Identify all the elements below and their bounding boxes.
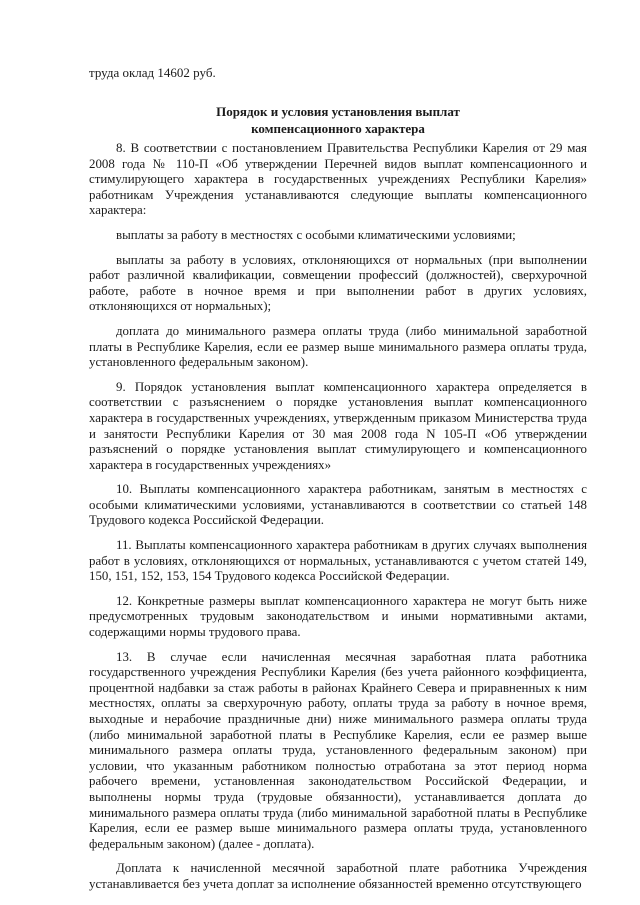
paragraph-list-item-minimum-wage: доплата до минимального размера оплаты труда (либо минимальной заработной платы в Республике Карелия, если ее размер выше минимального размера оплаты труда, установленного федеральным законом). [89, 323, 587, 370]
section-heading-line-1: Порядок и условия установления выплат [216, 104, 460, 119]
paragraph-9: 9. Порядок установления выплат компенсационного характера определяется в соответствии с разъяснением о порядке установления выплат компенсационного характера в государственных учреждениях, утвержденным приказом Министерства труда и занятости Республики Карелия от 30 мая 2008 года N 105-П «Об утверждении разъяснений о порядке установления выплат стимулирующего и компенсационного характера в государственных учреждениях» [89, 379, 587, 472]
paragraph-13: 13. В случае если начисленная месячная заработная плата работника государственного учреждения Республики Карелия (без учета районного коэффициента, процентной надбавки за стаж работы в районах Крайнего Севера и приравненных к ним местностях, оплаты за сверхурочную работу, оплаты труда за работу в ночное время, выходные и нерабочие праздничные дни) ниже минимального размера оплаты труда (либо минимальной заработной платы в Республике Карелия, если ее размер выше минимального размера оплаты труда, установленного федеральным законом) при условии, что указанным работником полностью отработана за этот период норма рабочего времени, установленная законодательством Российской Федерации, и выполнены нормы труда (трудовые обязанности), устанавливается доплата до минимального размера оплаты труда (либо минимальной заработной платы в Республике Карелия, если ее размер выше минимального размера оплаты труда, установленного федеральным законом) (далее - доплата). [89, 649, 587, 851]
paragraph-11: 11. Выплаты компенсационного характера работникам в других случаях выполнения работ в условиях, отклоняющихся от нормальных, устанавливаются с учетом статей 149, 150, 151, 152, 153, 154 Трудового кодекса Российской Федерации. [89, 538, 587, 584]
paragraph-12: 12. Конкретные размеры выплат компенсационного характера не могут быть ниже предусмотренных трудовым законодательством и иными нормативными актами, содержащими нормы трудового права. [89, 593, 587, 640]
continuation-line: труда оклад 14602 руб. [89, 65, 216, 80]
paragraph-list-item-climate: выплаты за работу в местностях с особыми климатическими условиями; [116, 227, 516, 242]
paragraph-8: 8. В соответствии с постановлением Правительства Республики Карелия от 29 мая 2008 года № 110-П «Об утверждении Перечней видов выплат компенсационного и стимулирующего характера в государственных учреждениях Республики Карелия» работникам Учреждения устанавливаются следующие выплаты компенсационного характера: [89, 141, 587, 218]
paragraph-surcharge: Доплата к начисленной месячной заработной плате работника Учреждения устанавливается без учета доплат за исполнение обязанностей временно отсутствующего [89, 861, 587, 891]
paragraph-10: 10. Выплаты компенсационного характера работникам, занятым в местностях с особыми климатическими условиями, устанавливаются в соответствии со статьей 148 Трудового кодекса Российской Федерации. [89, 482, 587, 528]
section-heading-line-2: компенсационного характера [251, 121, 425, 136]
paragraph-list-item-abnormal-conditions: выплаты за работу в условиях, отклоняющихся от нормальных (при выполнении работ различной квалификации, совмещении профессий (должностей), сверхурочной работе, работе в ночное время и при выполнении работ в других условиях, отклоняющихся от нормальных); [89, 252, 587, 314]
document-body [89, 141, 587, 901]
